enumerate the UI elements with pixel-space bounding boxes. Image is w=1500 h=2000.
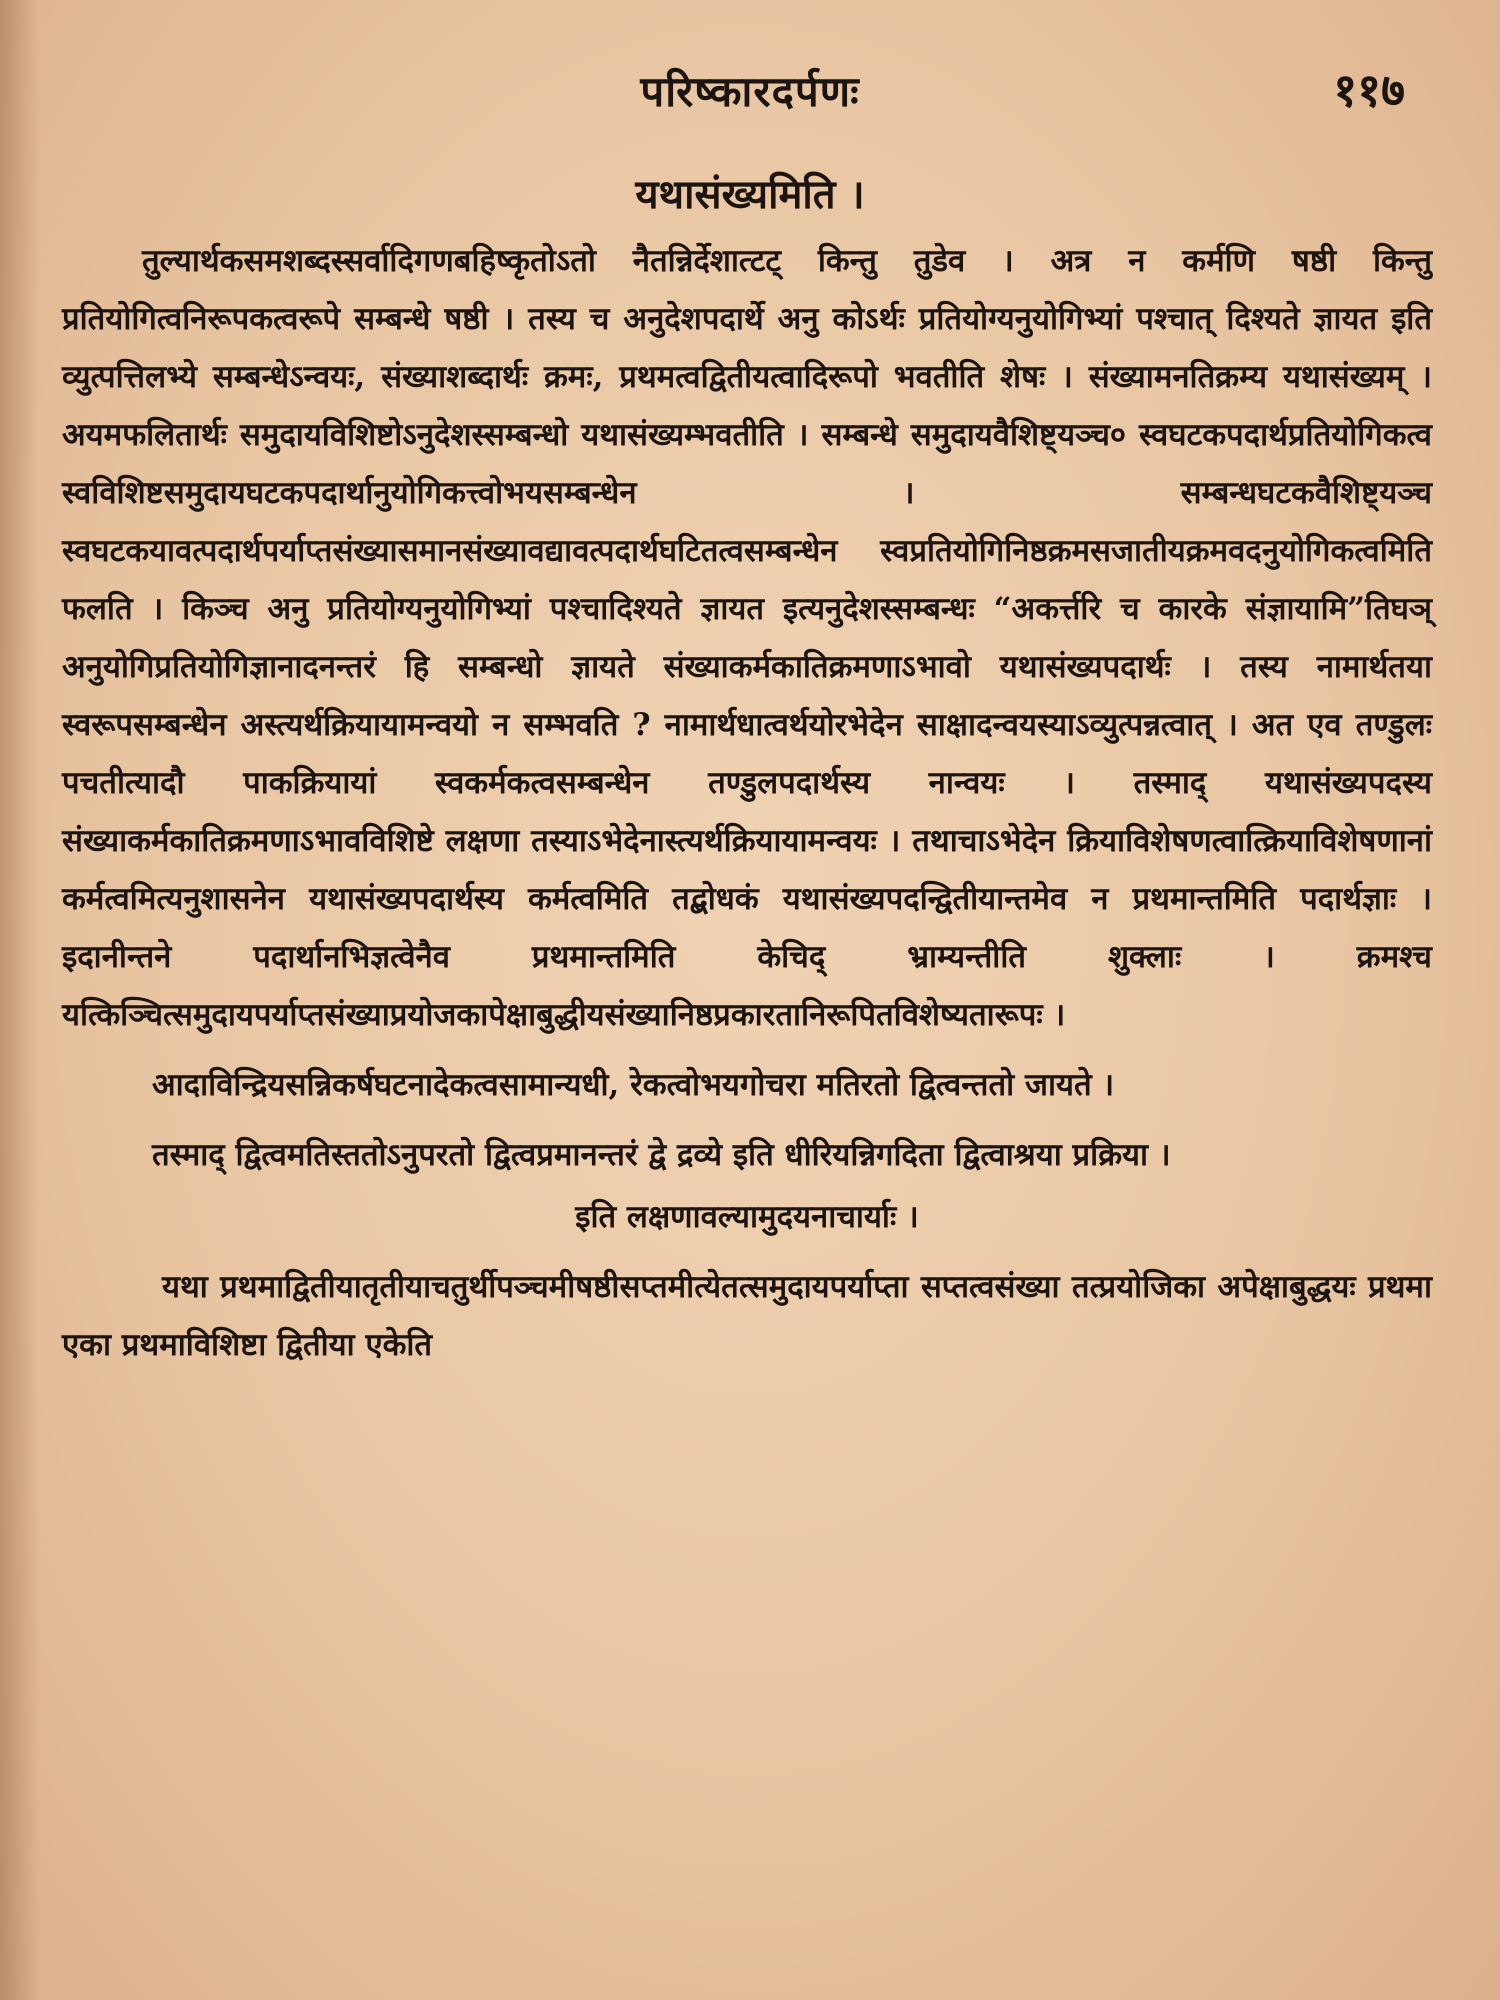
- body-text: [62, 232, 1432, 1405]
- paragraph-example: यथा प्रथमाद्वितीयातृतीयाचतुर्थीपञ्चमीषष्ठीसप्तमीत्येतत्समुदायपर्याप्ता सप्तत्वसंख्या तत्प्रयोजिका अपेक्षाबुद्धयः प्रथमा एका प्रथमाविशिष्टा द्वितीया एकेति: [62, 1269, 1432, 1363]
- binding-shadow: [0, 0, 40, 2000]
- page-number: ११७: [1333, 63, 1405, 117]
- running-title: परिष्कारदर्पणः: [640, 67, 860, 116]
- paragraph-commentary: तुल्यार्थकसमशब्दस्सर्वादिगणबहिष्कृतोऽतो नैतन्निर्देशात्टट् किन्तु तुडेव । अत्र न कर्मणि षष्ठी किन्तु प्रतियोगित्वनिरूपकत्वरूपे सम्बन्धे षष्ठी । तस्य च अनुदेशपदार्थे अनु कोऽर्थः प्रतियोग्यनुयोगिभ्यां पश्चात् दिश्यते ज्ञायत इति व्युत्पत्तिलभ्ये सम्बन्धेऽन्वयः, संख्याशब्दार्थः क्रमः, प्रथमत्वद्वितीयत्वादिरूपो भवतीति शेषः । संख्यामनतिक्रम्य यथासंख्यम् । अयमफलितार्थः समुदायविशिष्टोऽनुदेशस्सम्बन्धो यथासंख्यम्भवतीति । सम्बन्धे समुदायवैशिष्ट्यञ्च० स्वघटकपदार्थप्रतियोगिकत्व स्वविशिष्टसमुदायघटकपदार्थानुयोगिकत्त्वोभयसम्बन्धेन । सम्बन्धघटकवैशिष्ट्यञ्च स्वघटकयावत्पदार्थपर्याप्तसंख्यासमानसंख्यावद्यावत्पदार्थघटितत्वसम्बन्धेन स्वप्रतियोगिनिष्ठक्रमसजातीयक्रमवदनुयोगिकत्वमिति फलति । किञ्च अनु प्रतियोग्यनुयोगिभ्यां पश्चादिश्यते ज्ञायत इत्यनुदेशस्सम्बन्धः “अकर्त्तरि च कारके संज्ञायामि”तिघञ् अनुयोगिप्रतियोगिज्ञानादनन्तरं हि सम्बन्धो ज्ञायते संख्याकर्मकातिक्रमणाऽभावो यथासंख्यपदार्थः । तस्य नामार्थतया स्वरूपसम्बन्धेन अस्त्यर्थक्रियायामन्वयो न सम्भवति ? नामार्थधात्वर्थयोरभेदेन साक्षादन्वयस्याऽव्युत्पन्नत्वात् । अत एव तण्डुलः पचतीत्यादौ पाकक्रियायां स्वकर्मकत्वसम्बन्धेन तण्डुलपदार्थस्य नान्वयः । तस्माद् यथासंख्यपदस्य संख्याकर्मकातिक्रमणाऽभावविशिष्टे लक्षणा तस्याऽभेदेनास्त्यर्थक्रियायामन्वयः । तथाचाऽभेदेन क्रियाविशेषणत्वात्क्रियाविशेषणानां कर्मत्वमित्यनुशासनेन यथासंख्यपदार्थस्य कर्मत्वमिति तद्बोधकं यथासंख्यपदन्द्वितीयान्तमेव न प्रथमान्तमिति पदार्थज्ञाः । इदानीन्तने पदार्थानभिज्ञत्वेनैव प्रथमान्तमिति केचिद् भ्राम्यन्तीति शुक्लाः । क्रमश्च यत्किञ्चित्समुदायपर्याप्तसंख्याप्रयोजकापेक्षाबुद्धीयसंख्यानिष्ठप्रकारतानिरूपितविशेष्यतारूपः ।: [62, 243, 1432, 1033]
- citation: इति लक्षणावल्यामुदयनाचार्याः ।: [575, 1199, 919, 1235]
- verse-line-1: आदाविन्द्रियसन्निकर्षघटनादेकत्वसामान्यधी, रेकत्वोभयगोचरा मतिरतो द्वित्वन्ततो जायते ।: [152, 1067, 1115, 1103]
- verse-line-2: तस्माद् द्वित्वमतिस्ततोऽनुपरतो द्वित्वप्रमानन्तरं द्वे द्रव्ये इति धीरियन्निगदिता द्वित्वाश्रया प्रक्रिया ।: [152, 1137, 1171, 1173]
- section-heading: यथासंख्यमिति ।: [635, 171, 865, 218]
